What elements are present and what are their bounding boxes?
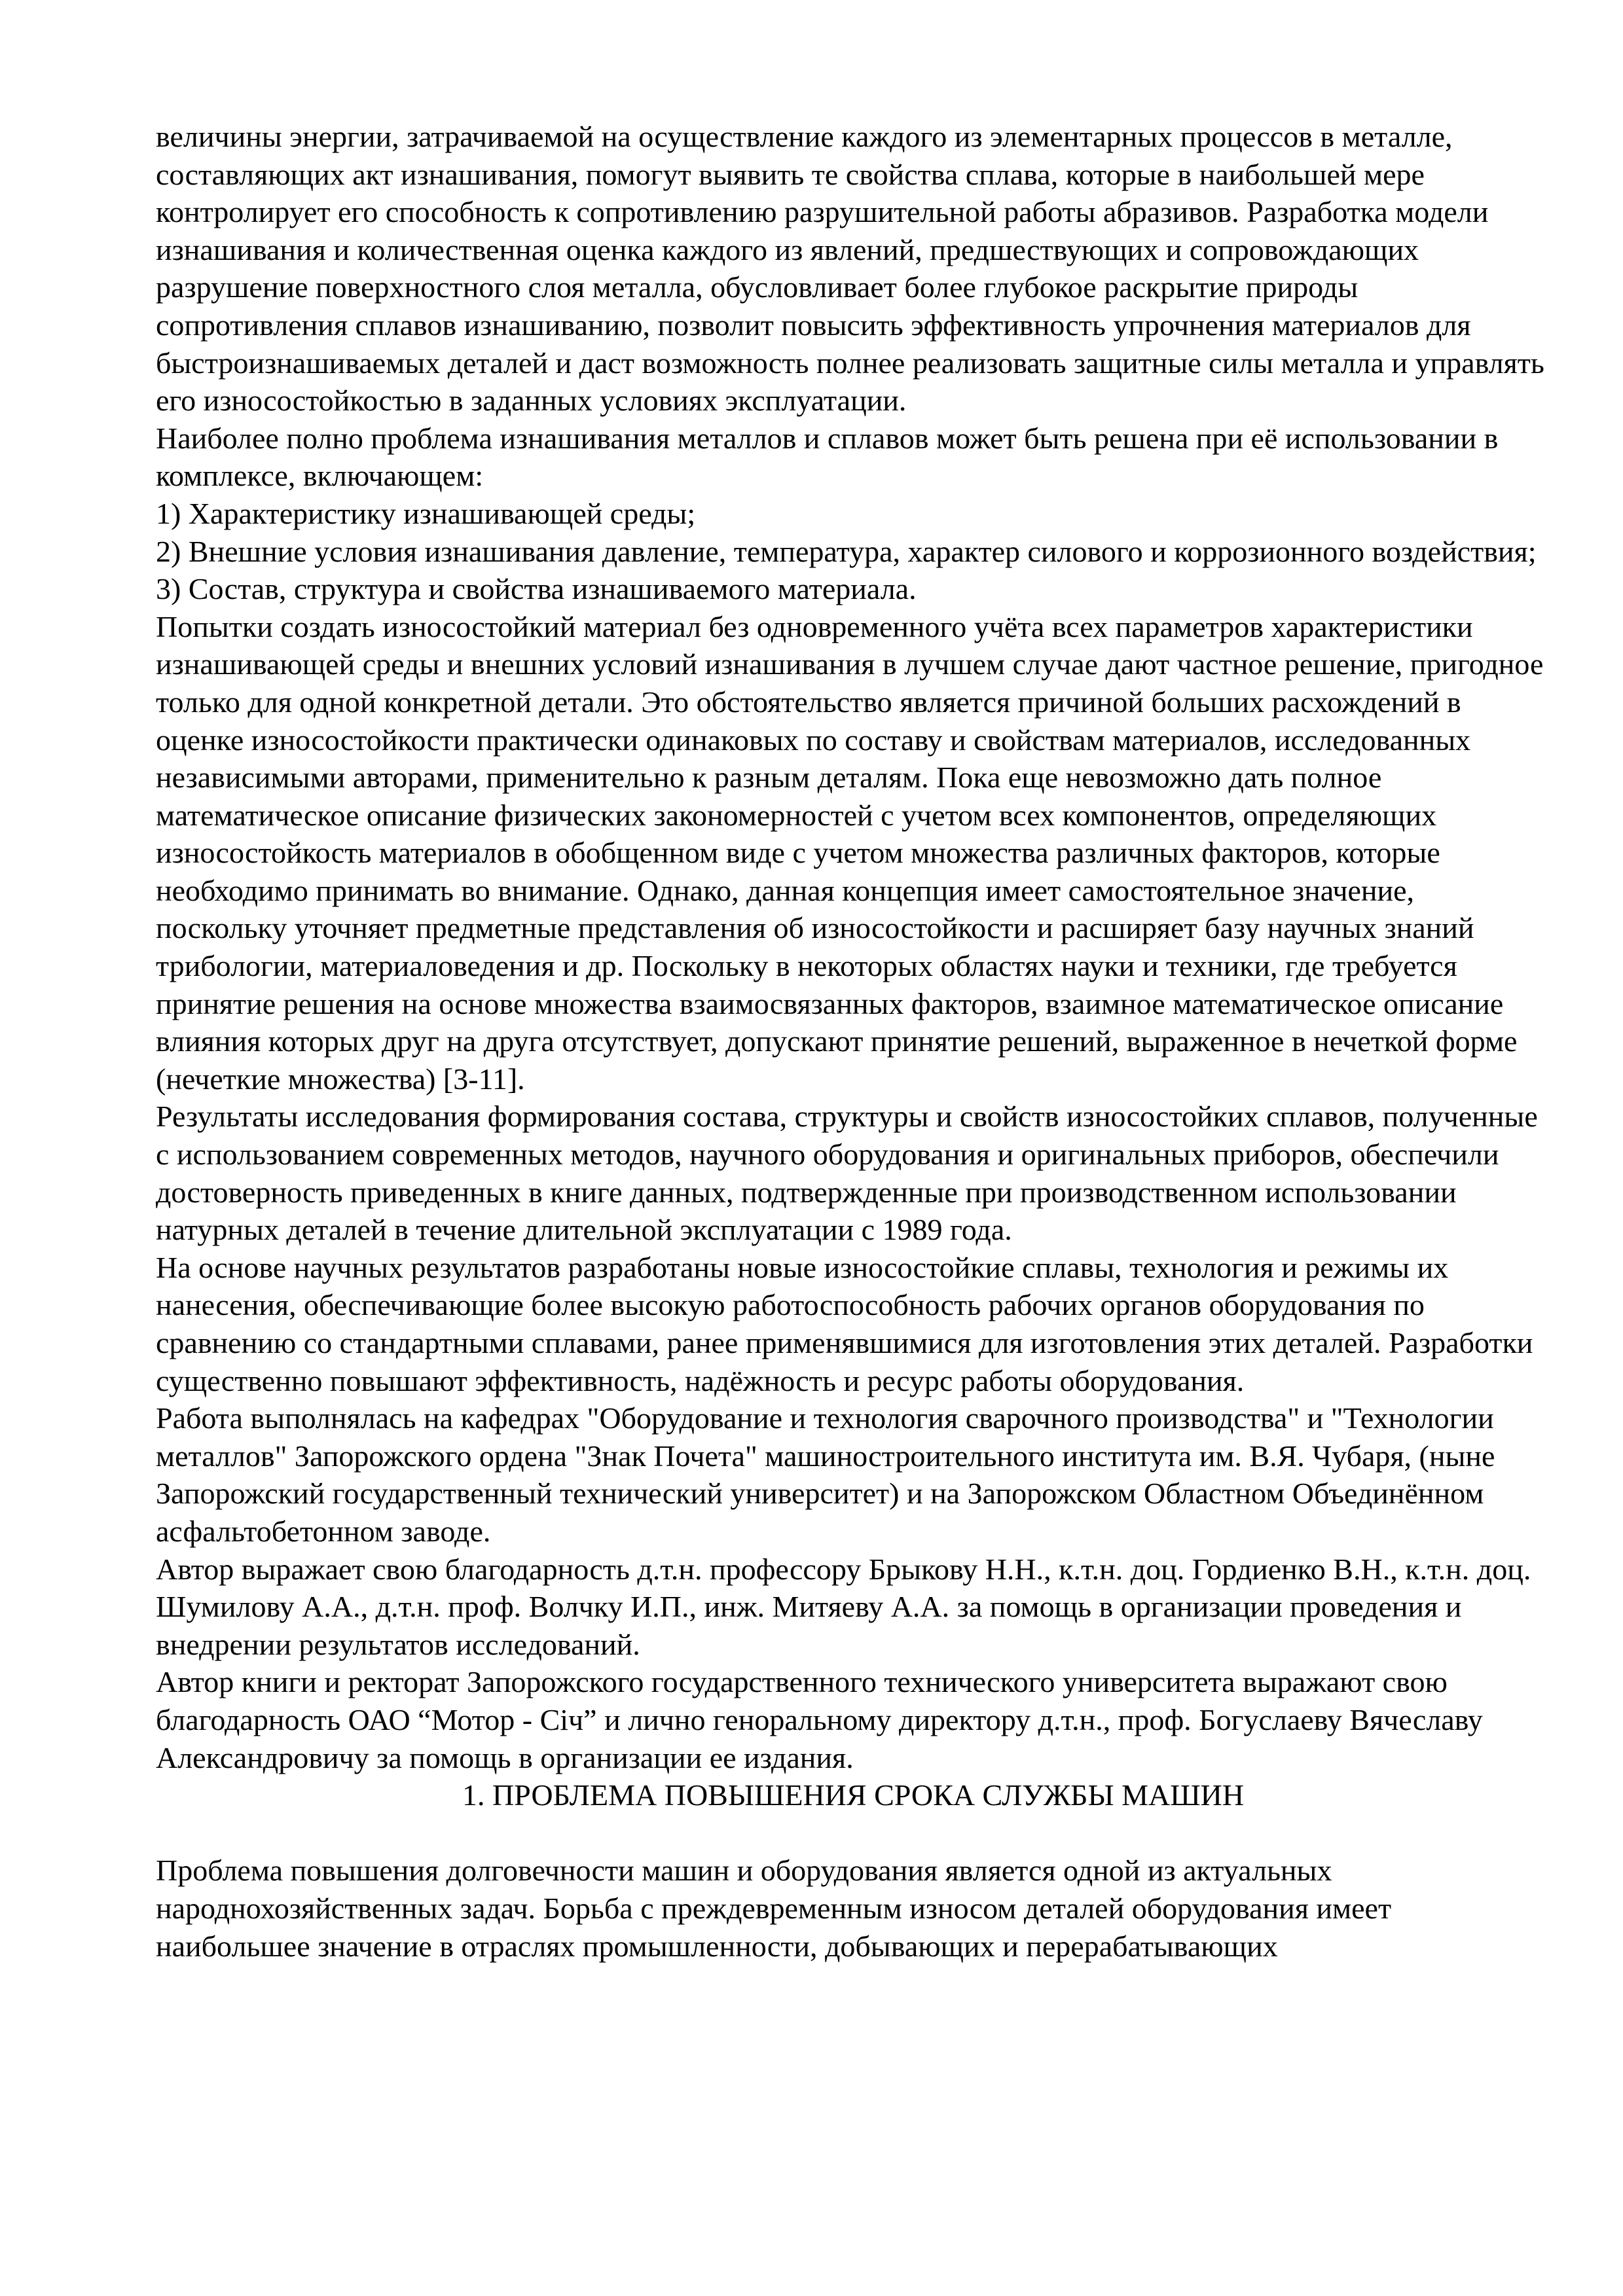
text-column [156, 118, 1550, 1965]
paragraph-acknowledgements: Автор выражает свою благодарность д.т.н. профессору Брыкову Н.Н., к.т.н. доц. Гордиенко В.Н., к.т.н. доц. Шумилову А.А., д.т.н. проф. Волчку И.П., инж. Митяеву А.А. за помощь в организации проведения и внедрении результатов исследований. [156, 1552, 1531, 1661]
paragraph-new-alloys: На основе научных результатов разработаны новые износостойкие сплавы, технология и режимы их нанесения, обеспечивающие более высокую работоспособность рабочих органов оборудования по сравнению со стандартными сплавами, ранее применявшимися для изготовления этих деталей. Разработки существенно повышают эффективность, надёжность и ресурс работы оборудования. [156, 1250, 1533, 1397]
paragraph-attempts: Попытки создать износостойкий материал без одновременного учёта всех параметров характеристики изнашивающей среды и внешних условий изнашивания в лучшем случае дают частное решение, пригодное только для одной конкретной детали. Это обстоятельство является причиной больших расхождений в оценке износостойкости практически одинаковых по составу и свойствам материалов, исследованных независимыми авторами, применительно к разным деталям. Пока еще невозможно дать полное математическое описание физических закономерностей с учетом всех компонентов, определяющих износостойкость материалов в обобщенном виде с учетом множества различных факторов, которые необходимо принимать во внимание. Однако, данная концепция имеет самостоятельное значение, поскольку уточняет предметные представления об износостойкости и расширяет базу научных знаний трибологии, материаловедения и др. Поскольку в некоторых областях науки и техники, где требуется принятие решения на основе множества взаимосвязанных факторов, взаимное математическое описание влияния которых друг на друга отсутствует, допускают принятие решений, выраженное в нечеткой форме (нечеткие множества) [3-11]. [156, 609, 1544, 1096]
paragraph-complex-intro: Наиболее полно проблема изнашивания металлов и сплавов может быть решена при её использовании в комплексе, включающем: [156, 421, 1499, 493]
section-heading: 1. ПРОБЛЕМА ПОВЫШЕНИЯ СРОКА СЛУЖБЫ МАШИН [462, 1778, 1245, 1812]
paragraph-publication-thanks: Автор книги и ректорат Запорожского государственного технического университета выражают свою благодарность ОАО “Мотор - Січ” и лично генорaльному директору д.т.н., проф. Богуслаеву Вячеславу Александровичу за помощь в организации ее издания. [156, 1665, 1483, 1774]
list-item-2: 2) Внешние условия изнашивания давление, температура, характер силового и коррозионного воздействия; [156, 534, 1537, 568]
list-item-1: 1) Характеристику изнашивающей среды; [156, 496, 696, 530]
list-item-3: 3) Состав, структура и свойства изнашиваемого материала. [156, 572, 917, 606]
paragraph-departments: Работа выполнялась на кафедрах "Оборудование и технология сварочного производства" и "Технологии металлов" Запорожского ордена "Знак Почета" машиностроительного института им. В.Я. Чубаря, (ныне Запорожский государственный технический университет) и на Запорожском Областном Объединённом асфальтобетонном заводе. [156, 1401, 1495, 1548]
paragraph-durability-problem: Проблема повышения долговечности машин и оборудования является одной из актуальных народнохозяйственных задач. Борьба с преждевременным износом деталей оборудования имеет наибольшее значение в отраслях промышленности, добывающих и перерабатывающих [156, 1854, 1392, 1963]
blank-line-spacer [156, 1814, 1550, 1852]
paragraph-results: Результаты исследования формирования состава, структуры и свойств износостойких сплавов, полученные с использованием современных методов, научного оборудования и оригинальных приборов, обеспечили достоверность приведенных в книге данных, подтвержденные при производственном использовании натурных деталей в течение длительной эксплуатации с 1989 года. [156, 1100, 1538, 1247]
paragraph-energy-model: величины энергии, затрачиваемой на осуществление каждого из элементарных процессов в металле, составляющих акт изнашивания, помогут выявить те свойства сплава, которые в наибольшей мере контролирует его способность к сопротивлению разрушительной работы абразивов. Разработка модели изнашивания и количественная оценка каждого из явлений, предшествующих и сопровождающих разрушение поверхностного слоя металла, обусловливает более глубокое раскрытие природы сопротивления сплавов изнашиванию, позволит повысить эффективность упрочнения материалов для быстроизнашиваемых деталей и даст возможность полнее реализовать защитные силы металла и управлять его износостойкостью в заданных условиях эксплуатации. [156, 120, 1544, 418]
